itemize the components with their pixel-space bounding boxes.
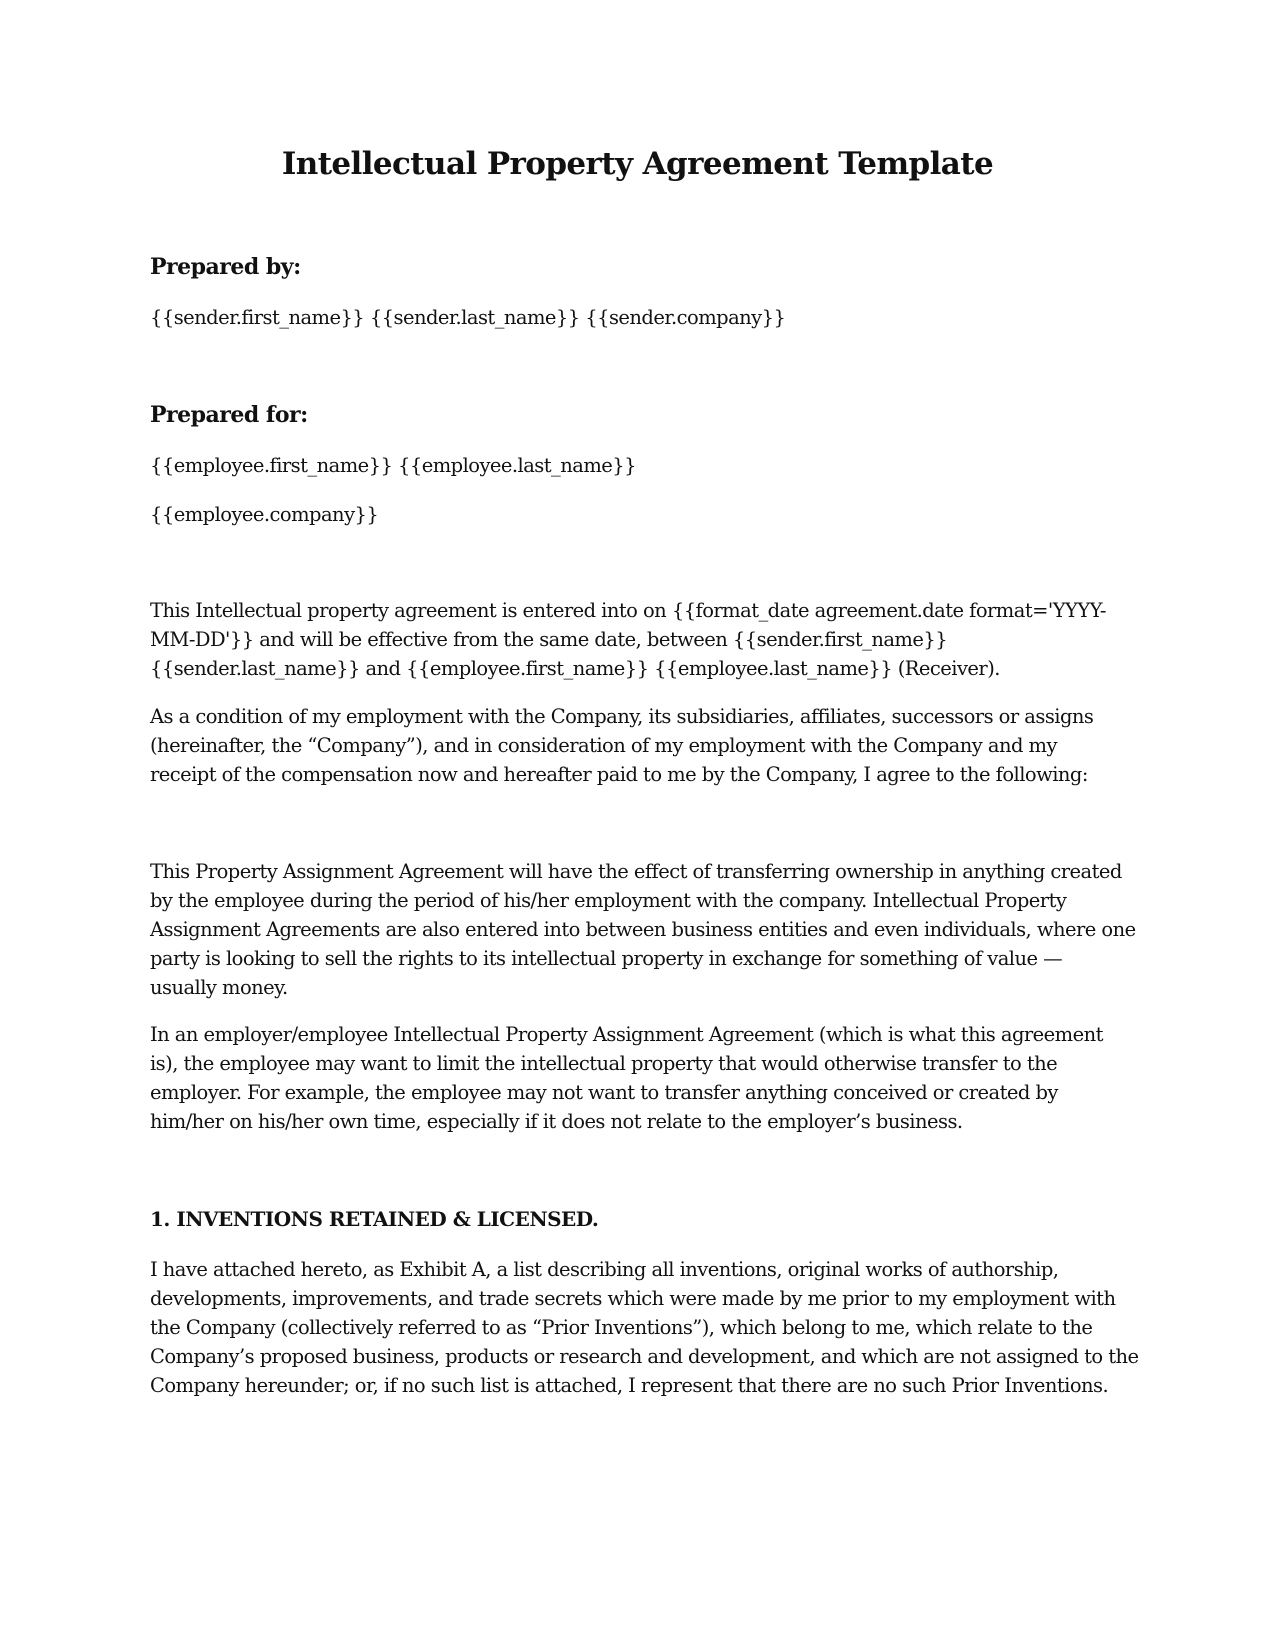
paragraph-line: receipt of the compensation now and hereafter paid to me by the Company, I agree to the following: [150,763,1088,786]
paragraph-line: Company’s proposed business, products or research and development, and which are not assigned to the [150,1345,1139,1368]
prepared-for-line: {{employee.first_name}} {{employee.last_name}} [150,454,636,477]
paragraph-line: usually money. [150,976,288,999]
paragraph-line: I have attached hereto, as Exhibit A, a list describing all inventions, original works of authorship, [150,1258,1059,1281]
paragraph-line: party is looking to sell the rights to its intellectual property in exchange for something of value — [150,947,1063,970]
paragraph-line: MM-DD'}} and will be effective from the same date, between {{sender.first_name}} [150,628,948,651]
paragraph-line: developments, improvements, and trade secrets which were made by me prior to my employment with [150,1287,1116,1310]
paragraph-line: This Property Assignment Agreement will have the effect of transferring ownership in anything created [150,860,1122,883]
paragraph-line: This Intellectual property agreement is entered into on {{format_date agreement.date format='YYYY- [150,599,1106,622]
prepared-by-heading: Prepared by: [150,254,301,280]
paragraph-line: In an employer/employee Intellectual Property Assignment Agreement (which is what this agreement [150,1023,1103,1046]
paragraph-line: him/her on his/her own time, especially if it does not relate to the employer’s business. [150,1110,963,1133]
paragraph-line: {{sender.last_name}} and {{employee.first_name}} {{employee.last_name}} (Receiver). [150,657,1000,680]
paragraph-line: by the employee during the period of his/her employment with the company. Intellectual Property [150,889,1067,912]
document-title: Intellectual Property Agreement Template [281,146,994,182]
paragraph-line: Company hereunder; or, if no such list is attached, I represent that there are no such Prior Inventions. [150,1374,1109,1397]
paragraph-line: (hereinafter, the “Company”), and in consideration of my employment with the Company and my [150,734,1057,757]
prepared-for-line: {{employee.company}} [150,503,379,526]
prepared-by-line: {{sender.first_name}} {{sender.last_name}} {{sender.company}} [150,306,786,329]
paragraph-line: As a condition of my employment with the Company, its subsidiaries, affiliates, successors or assigns [150,705,1094,728]
paragraph-line: Assignment Agreements are also entered into between business entities and even individuals, where one [150,918,1136,941]
prepared-for-heading: Prepared for: [150,402,308,428]
paragraph-line: the Company (collectively referred to as “Prior Inventions”), which belong to me, which relate to the [150,1316,1093,1339]
section-1-heading: 1. INVENTIONS RETAINED & LICENSED. [150,1207,599,1231]
paragraph-line: is), the employee may want to limit the intellectual property that would otherwise transfer to the [150,1052,1058,1075]
paragraph-line: employer. For example, the employee may not want to transfer anything conceived or created by [150,1081,1058,1104]
